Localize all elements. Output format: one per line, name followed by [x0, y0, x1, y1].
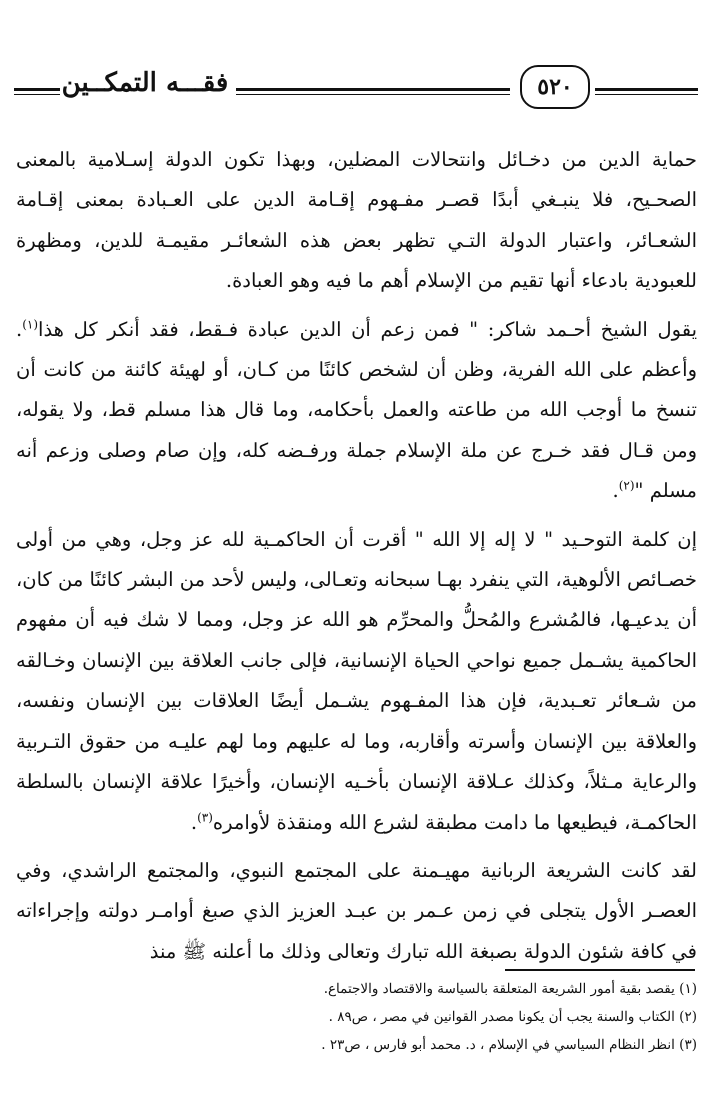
- footnote-ref-3: (٣): [197, 810, 213, 824]
- paragraph-4: [16, 851, 697, 972]
- footnotes: [16, 975, 697, 1059]
- header-rule-right-thin: [595, 94, 698, 95]
- footnote-ref-2: (٢): [618, 478, 635, 493]
- paragraph-text: لقد كانت الشريعة الربانية مهيـمنة على المجتمع النبوي، والمجتمع الراشدي، وفي العصـر الأول يتجلى في زمن عـمر بن عبـد العزيز الذي صبغ أوامـر دولته وإجراءاته في كافة شئون الدولة بصبغة الله تبارك وتعالى وذلك ما أعلنه ﷺ منذ: [16, 858, 697, 963]
- footnote-3: (٣) انظر النظام السياسي في الإسلام ، د. محمد أبو فارس ، ص٢٣ .: [321, 1037, 697, 1053]
- paragraph-text: إن كلمة التوحـيد " لا إله إلا الله " أقرت أن الحاكمـية لله عز وجل، وهي من أولى خصـائص الألوهية، التي ينفرد بهـا سبحانه وتعـالى، وليس لأحد من البشر كائنًا من كان، أن يدعيـها، فالمُشرع والمُحلُّ والمحرِّم هو الله عز وجل، ومما لا شك فيه أن مفهوم الحاكمية يشـمل جميع نواحي الحياة الإنسانية، فإلى جانب العلاقة بين الإنسان وخـالقه من شـعائر تعـبدية، فإن هذا المفـهوم يشـمل أيضًا العلاقات بين الإنسان ونفسه، والعلاقة بين الإنسان وأسرته وأقاربه، وما له عليهم وما لهم عليـه من حقوق التـربية والرعاية مـثلاً، وكذلك عـلاقة الإنسان بأخـيه الإنسان، وأخيرًا علاقة الإنسان بالسلطة الحاكمـة، فيطيعها ما دامت مطبقة لشرع الله ومنقذة لأوامره: [15, 527, 697, 834]
- header-rule-right: [595, 88, 698, 91]
- header-rule-middle-thin: [236, 94, 510, 95]
- main-text: [16, 140, 697, 980]
- header-rule-left: [14, 88, 60, 91]
- paragraph-2: [16, 310, 697, 512]
- footnote-2: (٢) الكتاب والسنة يجب أن يكونا مصدر القوانين في مصر ، ص٨٩ .: [328, 1009, 697, 1025]
- paragraph-text: حماية الدين من دخـائل وانتحالات المضلين، وبهذا تكون الدولة إسـلامية بالمعنى الصحـيح، فلا ينبـغي أبدًا قصـر مفـهوم إقـامة الدين على العـبادة بمعنى إقـامة الشعـائر، واعتبار الدولة التـي تظهر بعض هذه الشعائـر مقيمـة للدين، ومظهرة للعبودية بادعاء أنها تقيم من الإسلام أهم ما فيه وهو العبادة.: [16, 148, 697, 293]
- header-rule-left-thin: [14, 94, 60, 95]
- paragraph-1: [16, 140, 697, 302]
- footnote-separator: [505, 969, 695, 971]
- footnote-ref-1: (١): [22, 317, 39, 332]
- page-header: [0, 60, 713, 120]
- paragraph-3: [16, 520, 697, 843]
- header-rule-middle: [236, 88, 510, 91]
- footnote-1: (١) يقصد بقية أمور الشريعة المتعلقة بالسياسة والاقتصاد والاجتماع.: [323, 981, 697, 997]
- paragraph-text-cont: . وأعظم على الله الفرية، وظن أن لشخص كائنًا من كـان، أو لهيئة كائنة من كانت أن تنسخ ما أوجب الله من طاعته والعمل بأحكامه، وما قال هذا مسلم قط، ولا يقوله، ومن قـال فقد خـرج عن ملة الإسلام جملة ورفـضه كله، وإن صام وصلى وزعم أنه مسلم ": [16, 317, 697, 503]
- page-number: ٥٢٠: [520, 65, 590, 109]
- paragraph-text-end: .: [190, 810, 198, 834]
- paragraph-text: يقول الشيخ أحـمد شاكر: " فمن زعم أن الدين عبادة فـقط، فقد أنكر كل هذا: [38, 317, 697, 341]
- book-title: فقـــه التمكــين: [61, 68, 229, 98]
- paragraph-text-end: .: [612, 479, 619, 503]
